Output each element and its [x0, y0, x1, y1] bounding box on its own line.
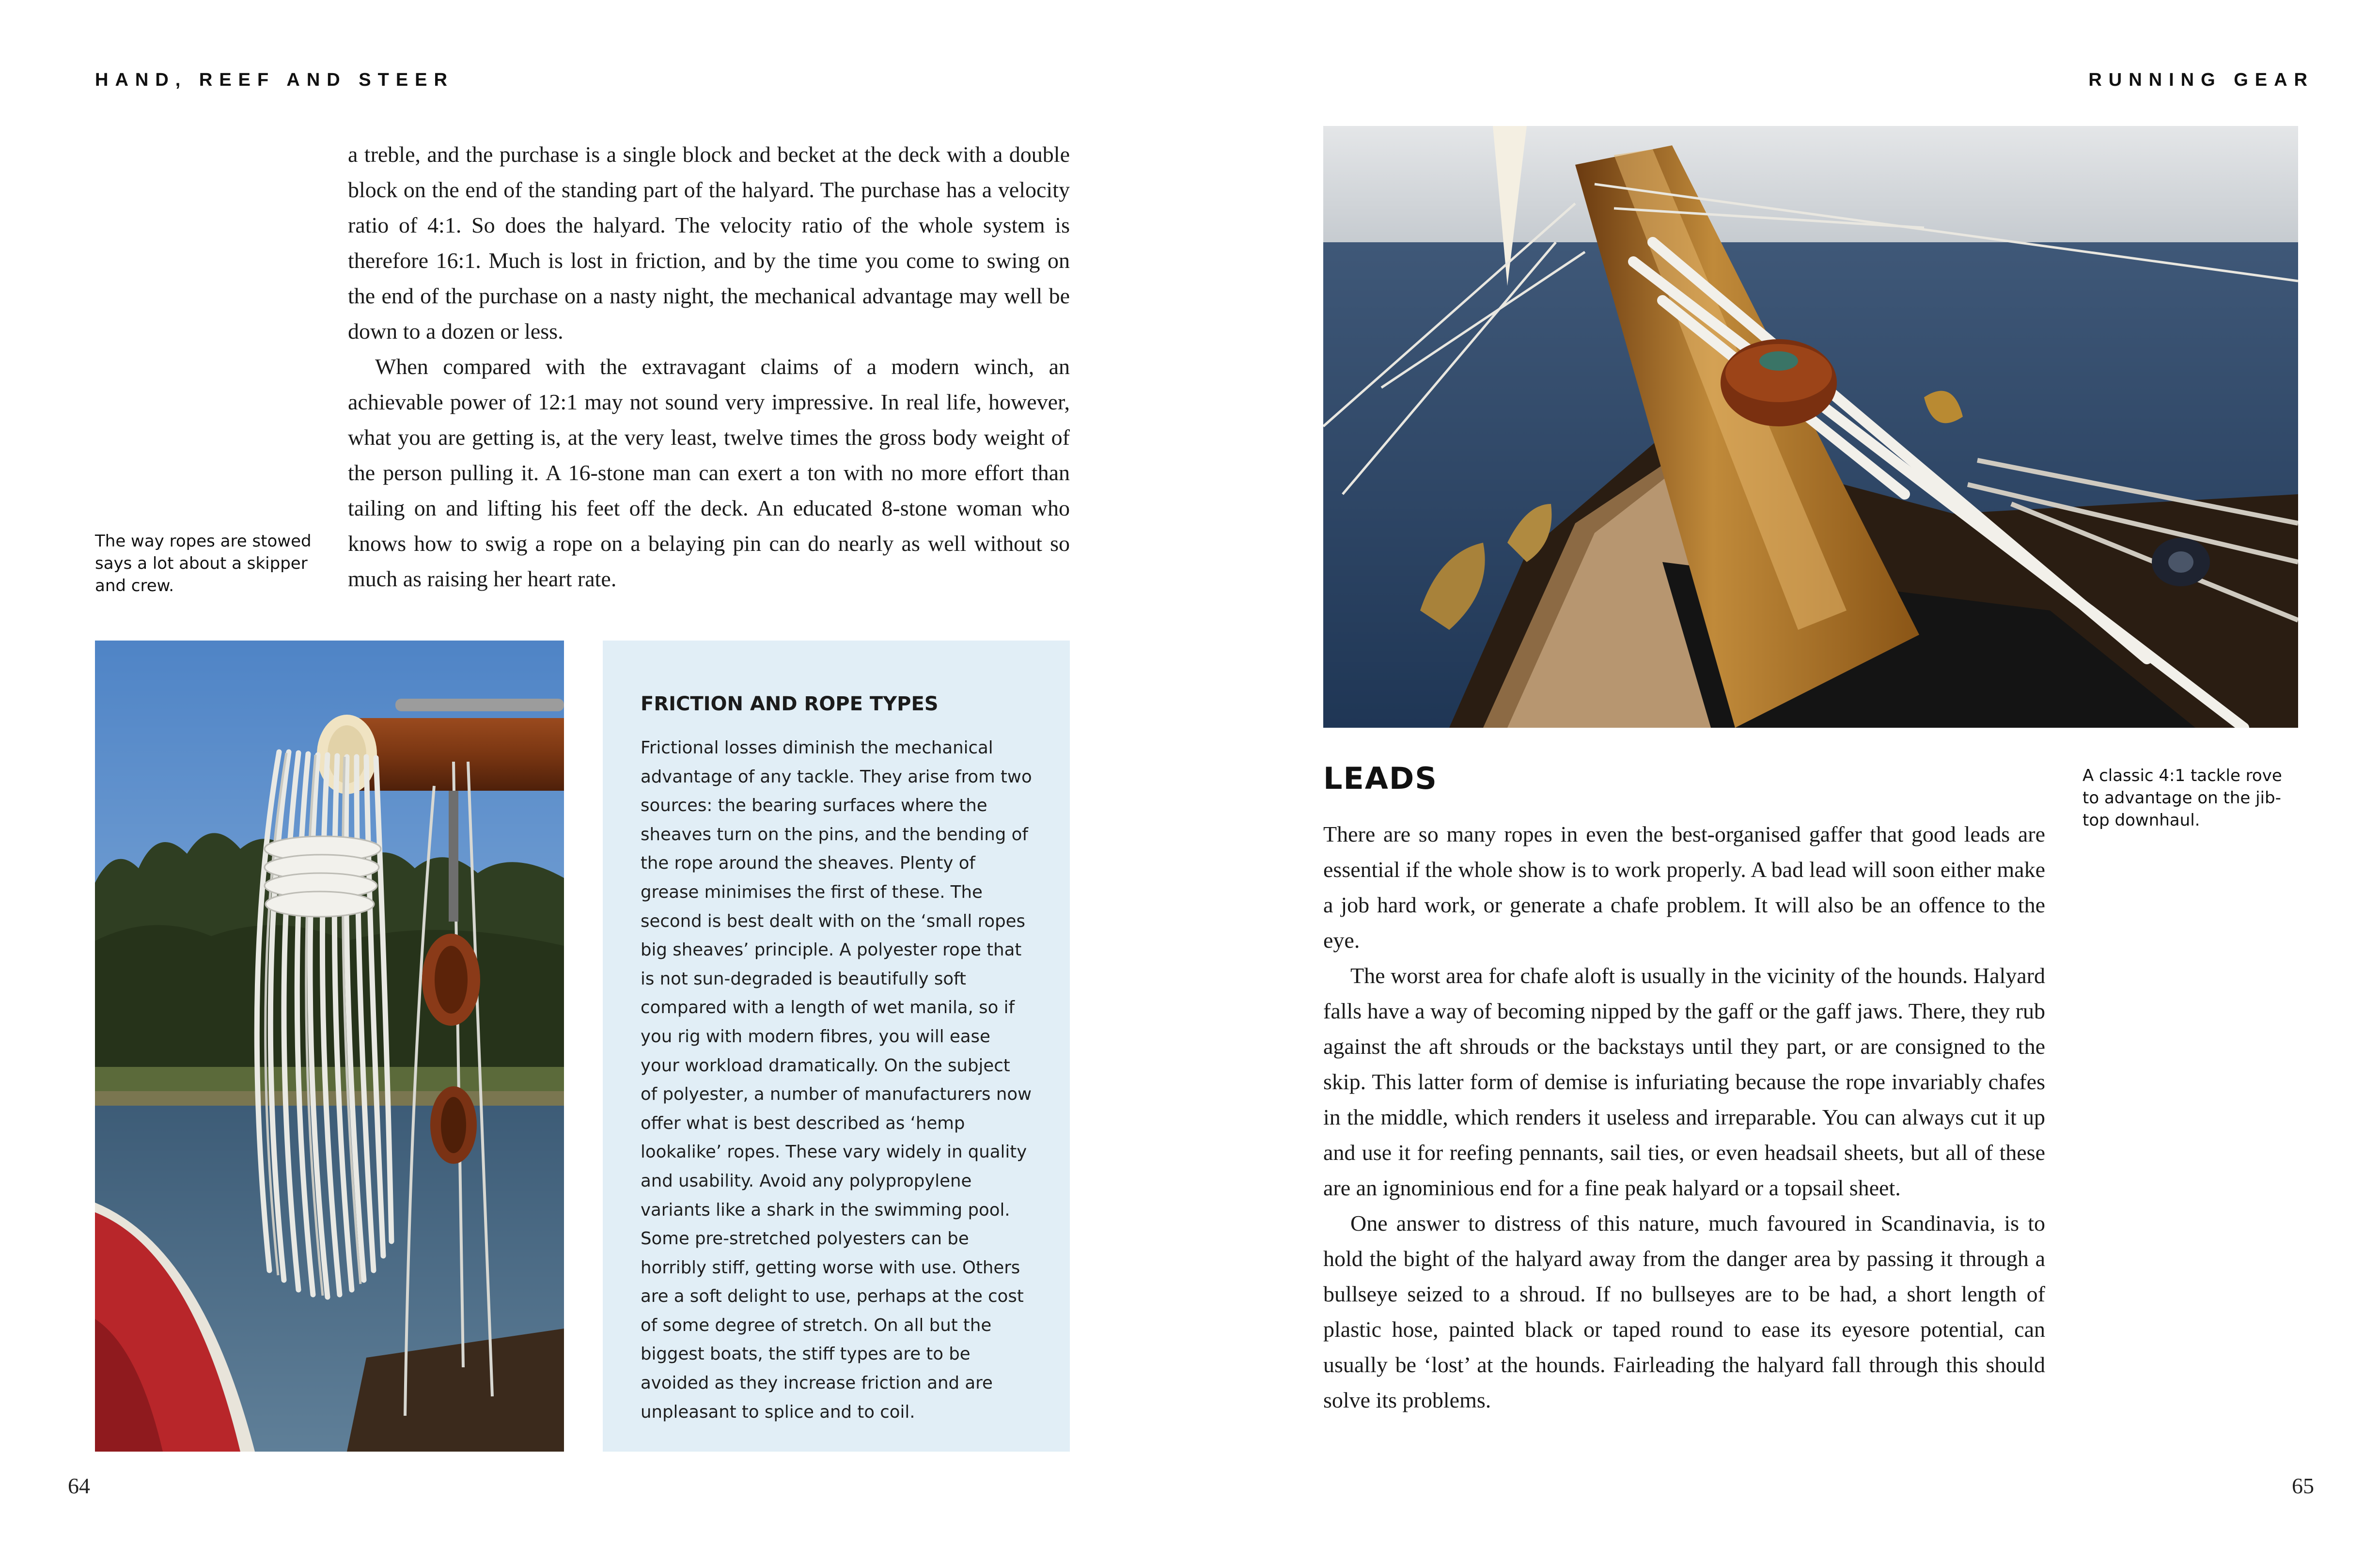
photo-bowsprit-tackle — [1323, 126, 2298, 728]
right-body-text — [1323, 816, 2045, 1418]
right-paragraph-1: There are so many ropes in even the best-organised gaffer that good leads are essential if the whole show is to work properly. A bad lead will soon either make a job hard work, or generate a chafe problem. It will also be an offence to the eye. — [1323, 822, 2045, 953]
sidebar-title: FRICTION AND ROPE TYPES — [641, 693, 939, 715]
page-number-right: 65 — [2292, 1473, 2314, 1498]
coiled-rope-illustration — [95, 641, 564, 1452]
page-number-left: 64 — [68, 1473, 90, 1498]
left-paragraph-1: a treble, and the purchase is a single block and becket at the deck with a double block on the end of the standing part of the halyard. The purchase has a velocity ratio of 4:1. So does the halyard. The velocity ratio of the whole system is therefore 16:1. Much is lost in friction, and by the time you come to swing on the end of the purchase on a nasty night, the mechanical advantage may well be down to a dozen or less. — [348, 142, 1070, 344]
sidebar-text: Frictional losses diminish the mechanical advantage of any tackle. They arise from two sources: the bearing surfaces where the sheaves turn on the pins, and the bending of the rope around the sheaves. Plenty of grease minimises the first of these. The second is best dealt with on the ‘small ropes big sheaves’ principle. A polyester rope that is not sun-degraded is beautifully soft compared with a length of wet manila, so if you rig with modern fibres, you will ease your workload dramatically. On the subject of polyester, a number of manufacturers now offer what is best described as ‘hemp lookalike’ ropes. These vary widely in quality and usability. Avoid any polypropylene variants like a shark in the swimming pool. Some pre-stretched polyesters can be horribly stiff, getting worse with use. Others are a soft delight to use, perhaps at the cost of some degree of stretch. On all but the biggest boats, the stiff types are to be avoided as they increase friction and are unpleasant to splice and to coil. — [641, 738, 1032, 1422]
running-head-left: HAND, REEF AND STEER — [95, 70, 454, 90]
sidebar-friction-rope-types — [603, 641, 1070, 1452]
bowsprit-illustration — [1323, 126, 2298, 728]
right-paragraph-3: One answer to distress of this nature, much favoured in Scandinavia, is to hold the bight of the halyard away from the danger area by passing it through a bullseye seized to a shroud. If no bullseyes are to be had, a short length of plastic hose, painted black or taped round to ease its eyesore potential, can usually be ‘lost’ at the hounds. Fairleading the halyard fall through this should solve its problems. — [1323, 1211, 2045, 1412]
left-body-text — [348, 137, 1070, 596]
left-paragraph-2: When compared with the extravagant claims of a modern winch, an achievable power of 12:1 may not sound very impressive. In real life, however, what you are getting is, at the very least, twelve times the gross body weight of the person pulling it. A 16-stone man can exert a ton with no more effort than tailing on and lifting his feet off the deck. An educated 8-stone woman who knows how to swig a rope on a belaying pin can do nearly as well without so much as raising her heart rate. — [348, 354, 1070, 591]
running-head-right: RUNNING GEAR — [2088, 70, 2314, 90]
photo-coiled-rope — [95, 641, 564, 1452]
right-paragraph-2: The worst area for chafe aloft is usually in the vicinity of the hounds. Halyard falls have a way of becoming nipped by the gaff or the gaff jaws. There, they rub against the aft shrouds or the backstays until they part, or are consigned to the skip. This latter form of demise is infuriating because the rope invariably chafes in the middle, which renders it useless and irreparable. You can always cut it up and use it for reefing pennants, sail ties, or even headsail sheets, but all of these are an ignominious end for a fine peak halyard or a topsail sheet. — [1323, 963, 2045, 1200]
photo-caption-tackle: A classic 4:1 tackle rove to advantage on the jib-top downhaul. — [2082, 766, 2282, 830]
section-heading-leads: LEADS — [1323, 761, 1438, 796]
photo-caption-rope-stowage: The way ropes are stowed says a lot about a skipper and crew. — [95, 532, 312, 595]
